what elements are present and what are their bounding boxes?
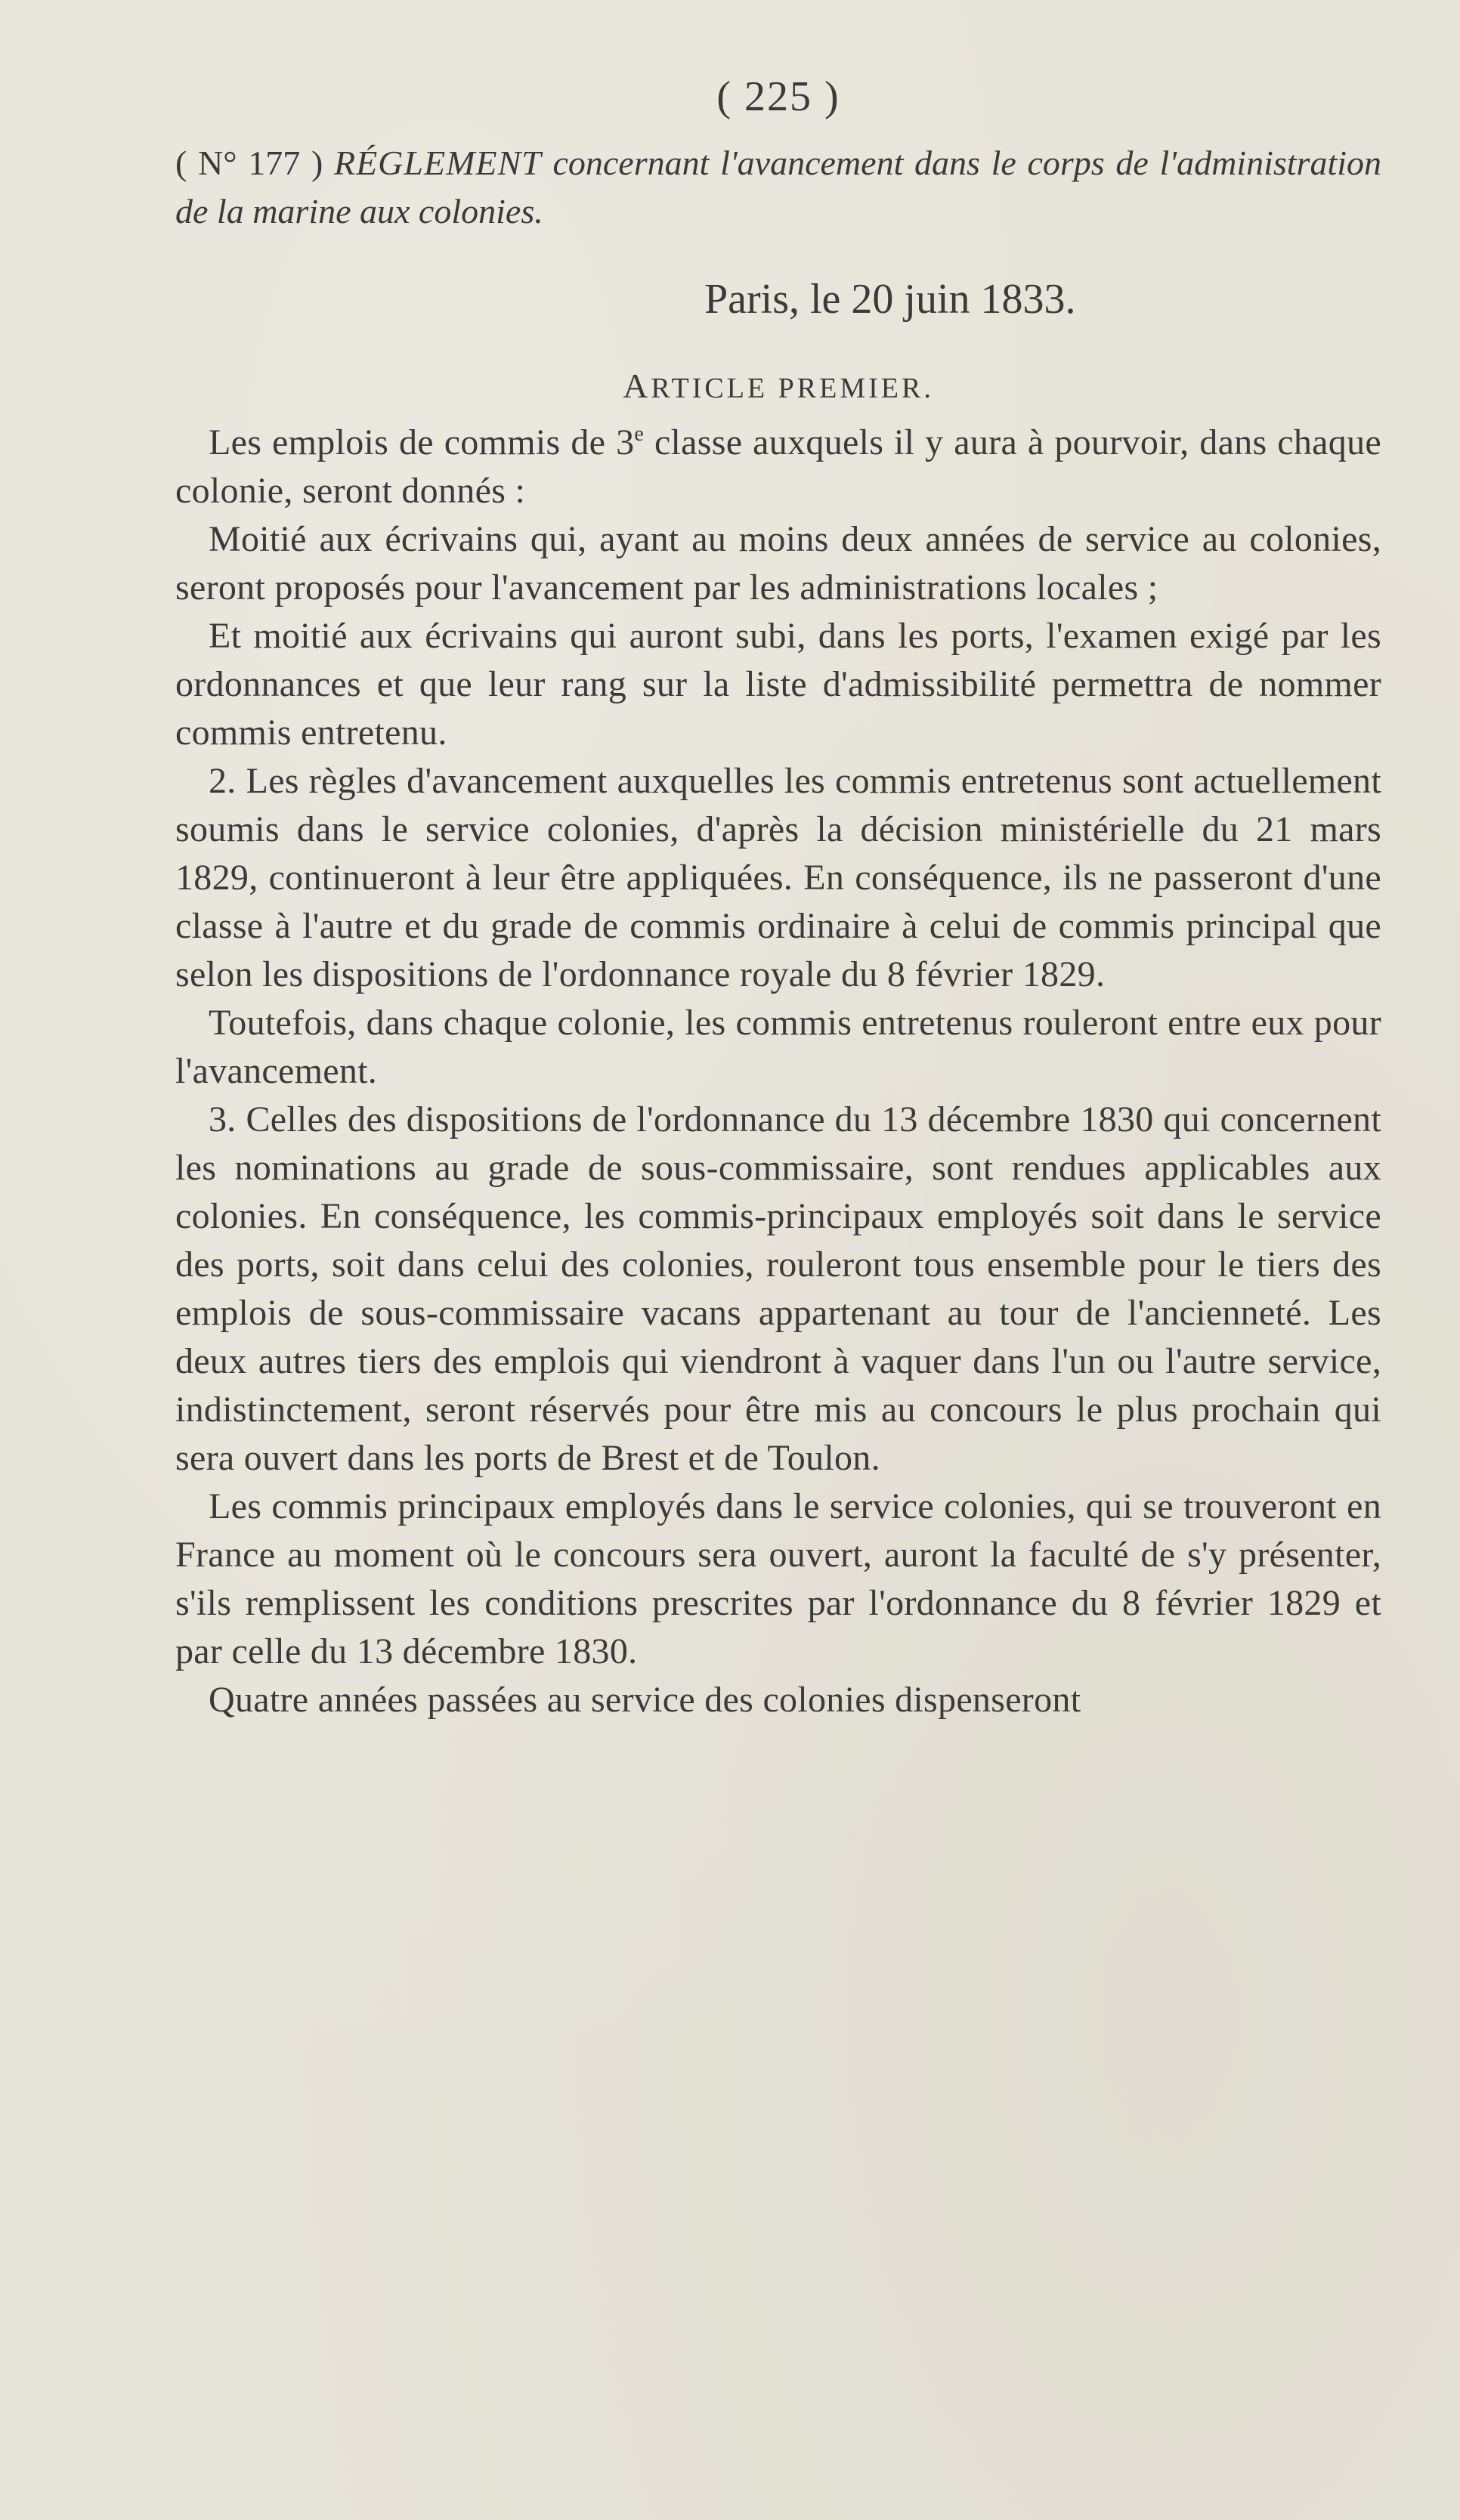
- heading-title-rest: concernant l'avancement dans le corps de l'administration de la marine aux colonies.: [175, 144, 1382, 230]
- dateline: Paris, le 20 juin 1833.: [704, 276, 1076, 323]
- text-column: [175, 73, 1382, 1724]
- paragraph-6: 3. Celles des dispositions de l'ordonnance du 13 décembre 1830 qui concernent les nominations au grade de sous-commissaire, sont rendues applicables aux colonies. En conséquence, les commis-principaux employés soit dans le service des ports, soit dans celui des colonies, rouleront tous ensemble pour le tiers des emplois de sous-commissaire vacans appartenant au tour de l'ancienneté. Les deux autres tiers des emplois qui viendront à vaquer dans l'un ou l'autre service, indistinctement, seront réservés pour être mis au concours le plus prochain qui sera ouvert dans les ports de Brest et de Toulon.: [175, 1099, 1381, 1478]
- paragraph-1-start: Les emplois de commis de 3: [209, 422, 635, 462]
- article-body: [175, 419, 1381, 1724]
- paragraph-3: Et moitié aux écrivains qui auront subi, dans les ports, l'examen exigé par les ordonnances et que leur rang sur la liste d'admissibilité permettra de nommer commis entretenu.: [175, 616, 1381, 753]
- paragraph-1-end: classe auxquels il y aura à pourvoir, dans chaque colonie, seront donnés :: [175, 422, 1381, 511]
- paragraph-7: Les commis principaux employés dans le service colonies, qui se trouveront en France au moment où le concours sera ouvert, auront la faculté de s'y présenter, s'ils remplissent les conditions prescrites par l'ordonnance du 8 février 1829 et par celle du 13 décembre 1830.: [175, 1486, 1381, 1671]
- paragraph-5: Toutefois, dans chaque colonie, les commis entretenus rouleront entre eux pour l'avancement.: [175, 1003, 1381, 1091]
- paragraph-2: Moitié aux écrivains qui, ayant au moins deux années de service au colonies, seront proposés pour l'avancement par les administrations locales ;: [175, 519, 1381, 608]
- paragraph-8: Quatre années passées au service des colonies dispenseront: [209, 1680, 1081, 1720]
- page-number: ( 225 ): [716, 73, 840, 120]
- article-heading-rest: RTICLE PREMIER.: [651, 373, 934, 404]
- document-heading: [175, 139, 1381, 236]
- ordinal-superscript: e: [634, 422, 645, 446]
- article-heading: [175, 366, 1381, 405]
- paragraph-1: [175, 419, 1381, 515]
- heading-title-caps: RÉGLEMENT: [333, 144, 542, 182]
- heading-number: ( N° 177 ): [175, 144, 323, 182]
- article-heading-initial: A: [623, 366, 651, 405]
- paragraph-4: 2. Les règles d'avancement auxquelles les commis entretenus sont actuellement soumis dans le service colonies, d'après la décision ministérielle du 21 mars 1829, continueront à leur être appliquées. En conséquence, ils ne passeront d'une classe à l'autre et du grade de commis ordinaire à celui de commis principal que selon les dispositions de l'ordonnance royale du 8 février 1829.: [175, 761, 1381, 994]
